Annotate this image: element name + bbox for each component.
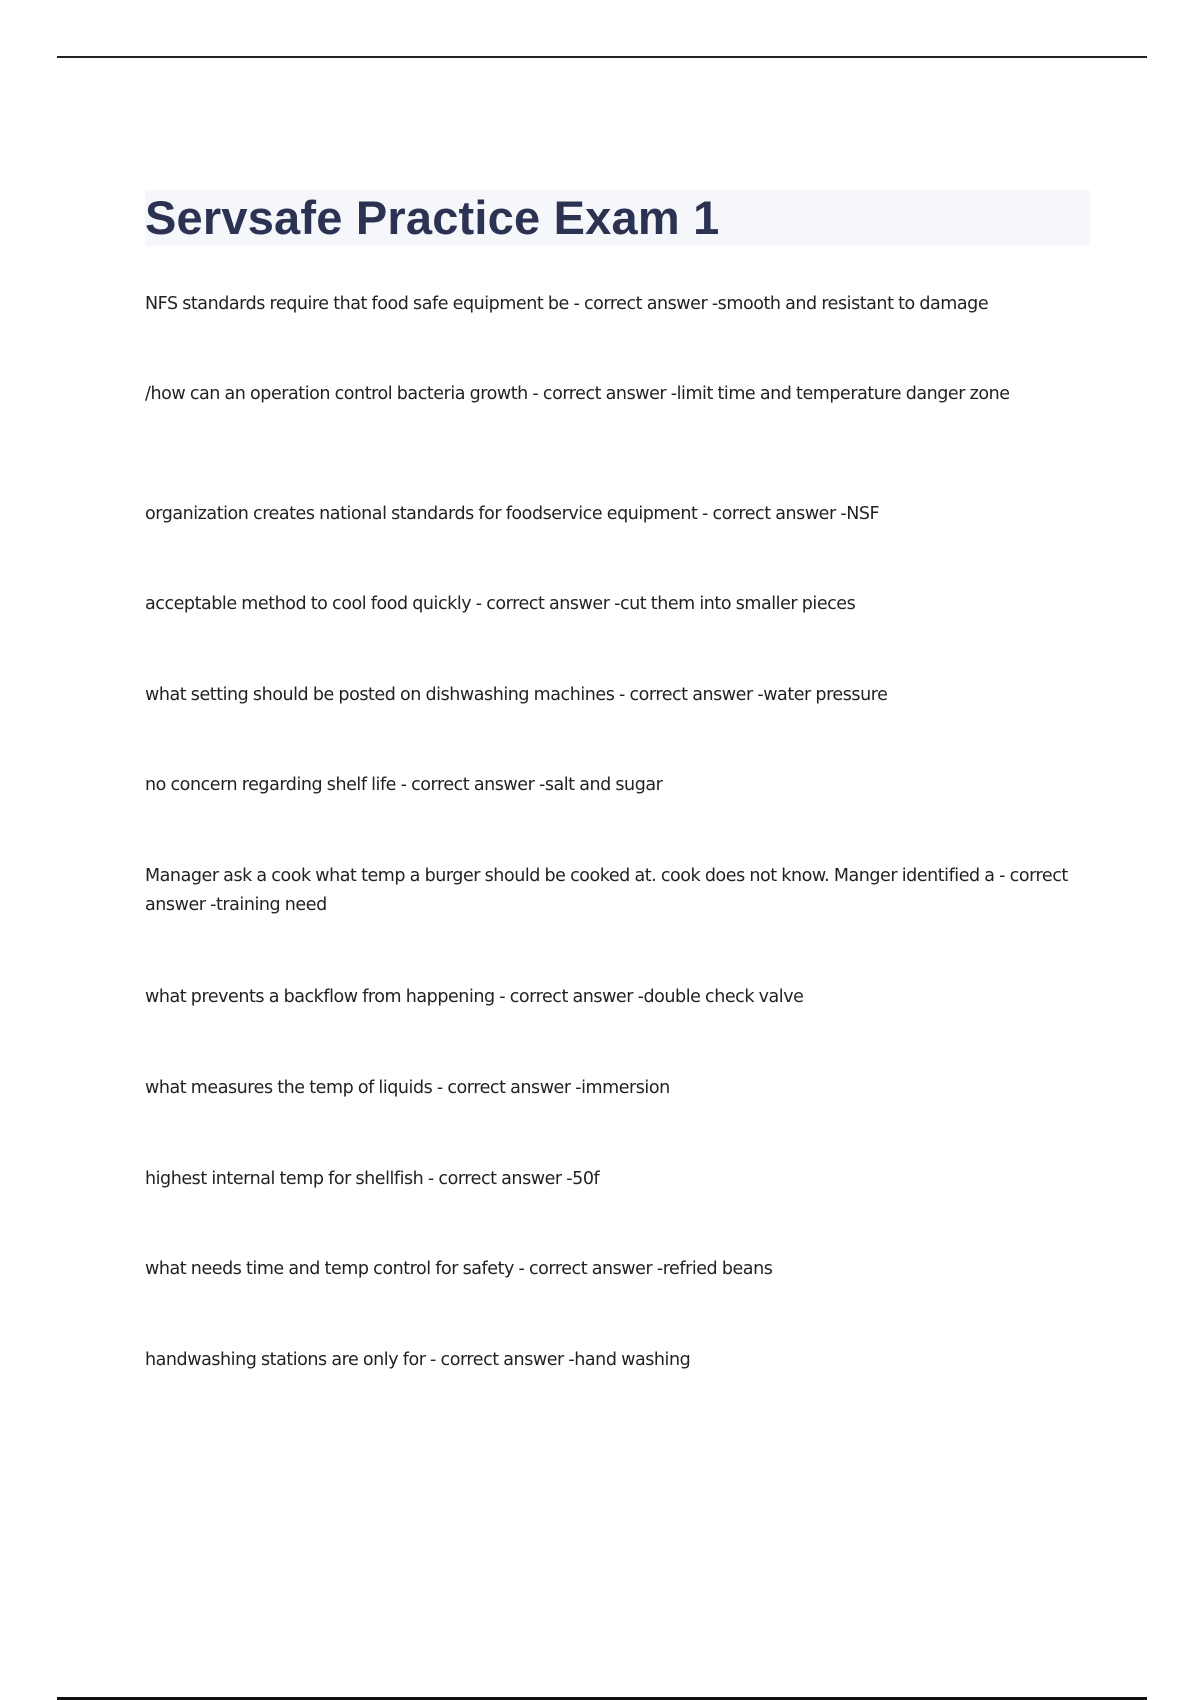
qa-item: what needs time and temp control for safety - correct answer -refried beans bbox=[145, 1259, 773, 1279]
qa-item: no concern regarding shelf life - correct answer -salt and sugar bbox=[145, 775, 663, 795]
qa-item: highest internal temp for shellfish - correct answer -50f bbox=[145, 1169, 600, 1189]
page-title: Servsafe Practice Exam 1 bbox=[145, 191, 720, 244]
qa-item: Manager ask a cook what temp a burger should be cooked at. cook does not know. Manger identified a - correct answer -training need bbox=[145, 866, 1068, 915]
qa-item: acceptable method to cool food quickly - correct answer -cut them into smaller pieces bbox=[145, 594, 856, 614]
header-rule bbox=[57, 56, 1147, 58]
qa-item: handwashing stations are only for - correct answer -hand washing bbox=[145, 1350, 691, 1370]
qa-item: organization creates national standards for foodservice equipment - correct answer -NSF bbox=[145, 504, 880, 524]
qa-item: what prevents a backflow from happening - correct answer -double check valve bbox=[145, 987, 804, 1007]
qa-item: /how can an operation control bacteria growth - correct answer -limit time and temperature danger zone bbox=[145, 384, 1010, 404]
qa-item: what measures the temp of liquids - correct answer -immersion bbox=[145, 1078, 670, 1098]
qa-item: NFS standards require that food safe equipment be - correct answer -smooth and resistant to damage bbox=[145, 294, 989, 314]
qa-item: what setting should be posted on dishwashing machines - correct answer -water pressure bbox=[145, 685, 888, 705]
